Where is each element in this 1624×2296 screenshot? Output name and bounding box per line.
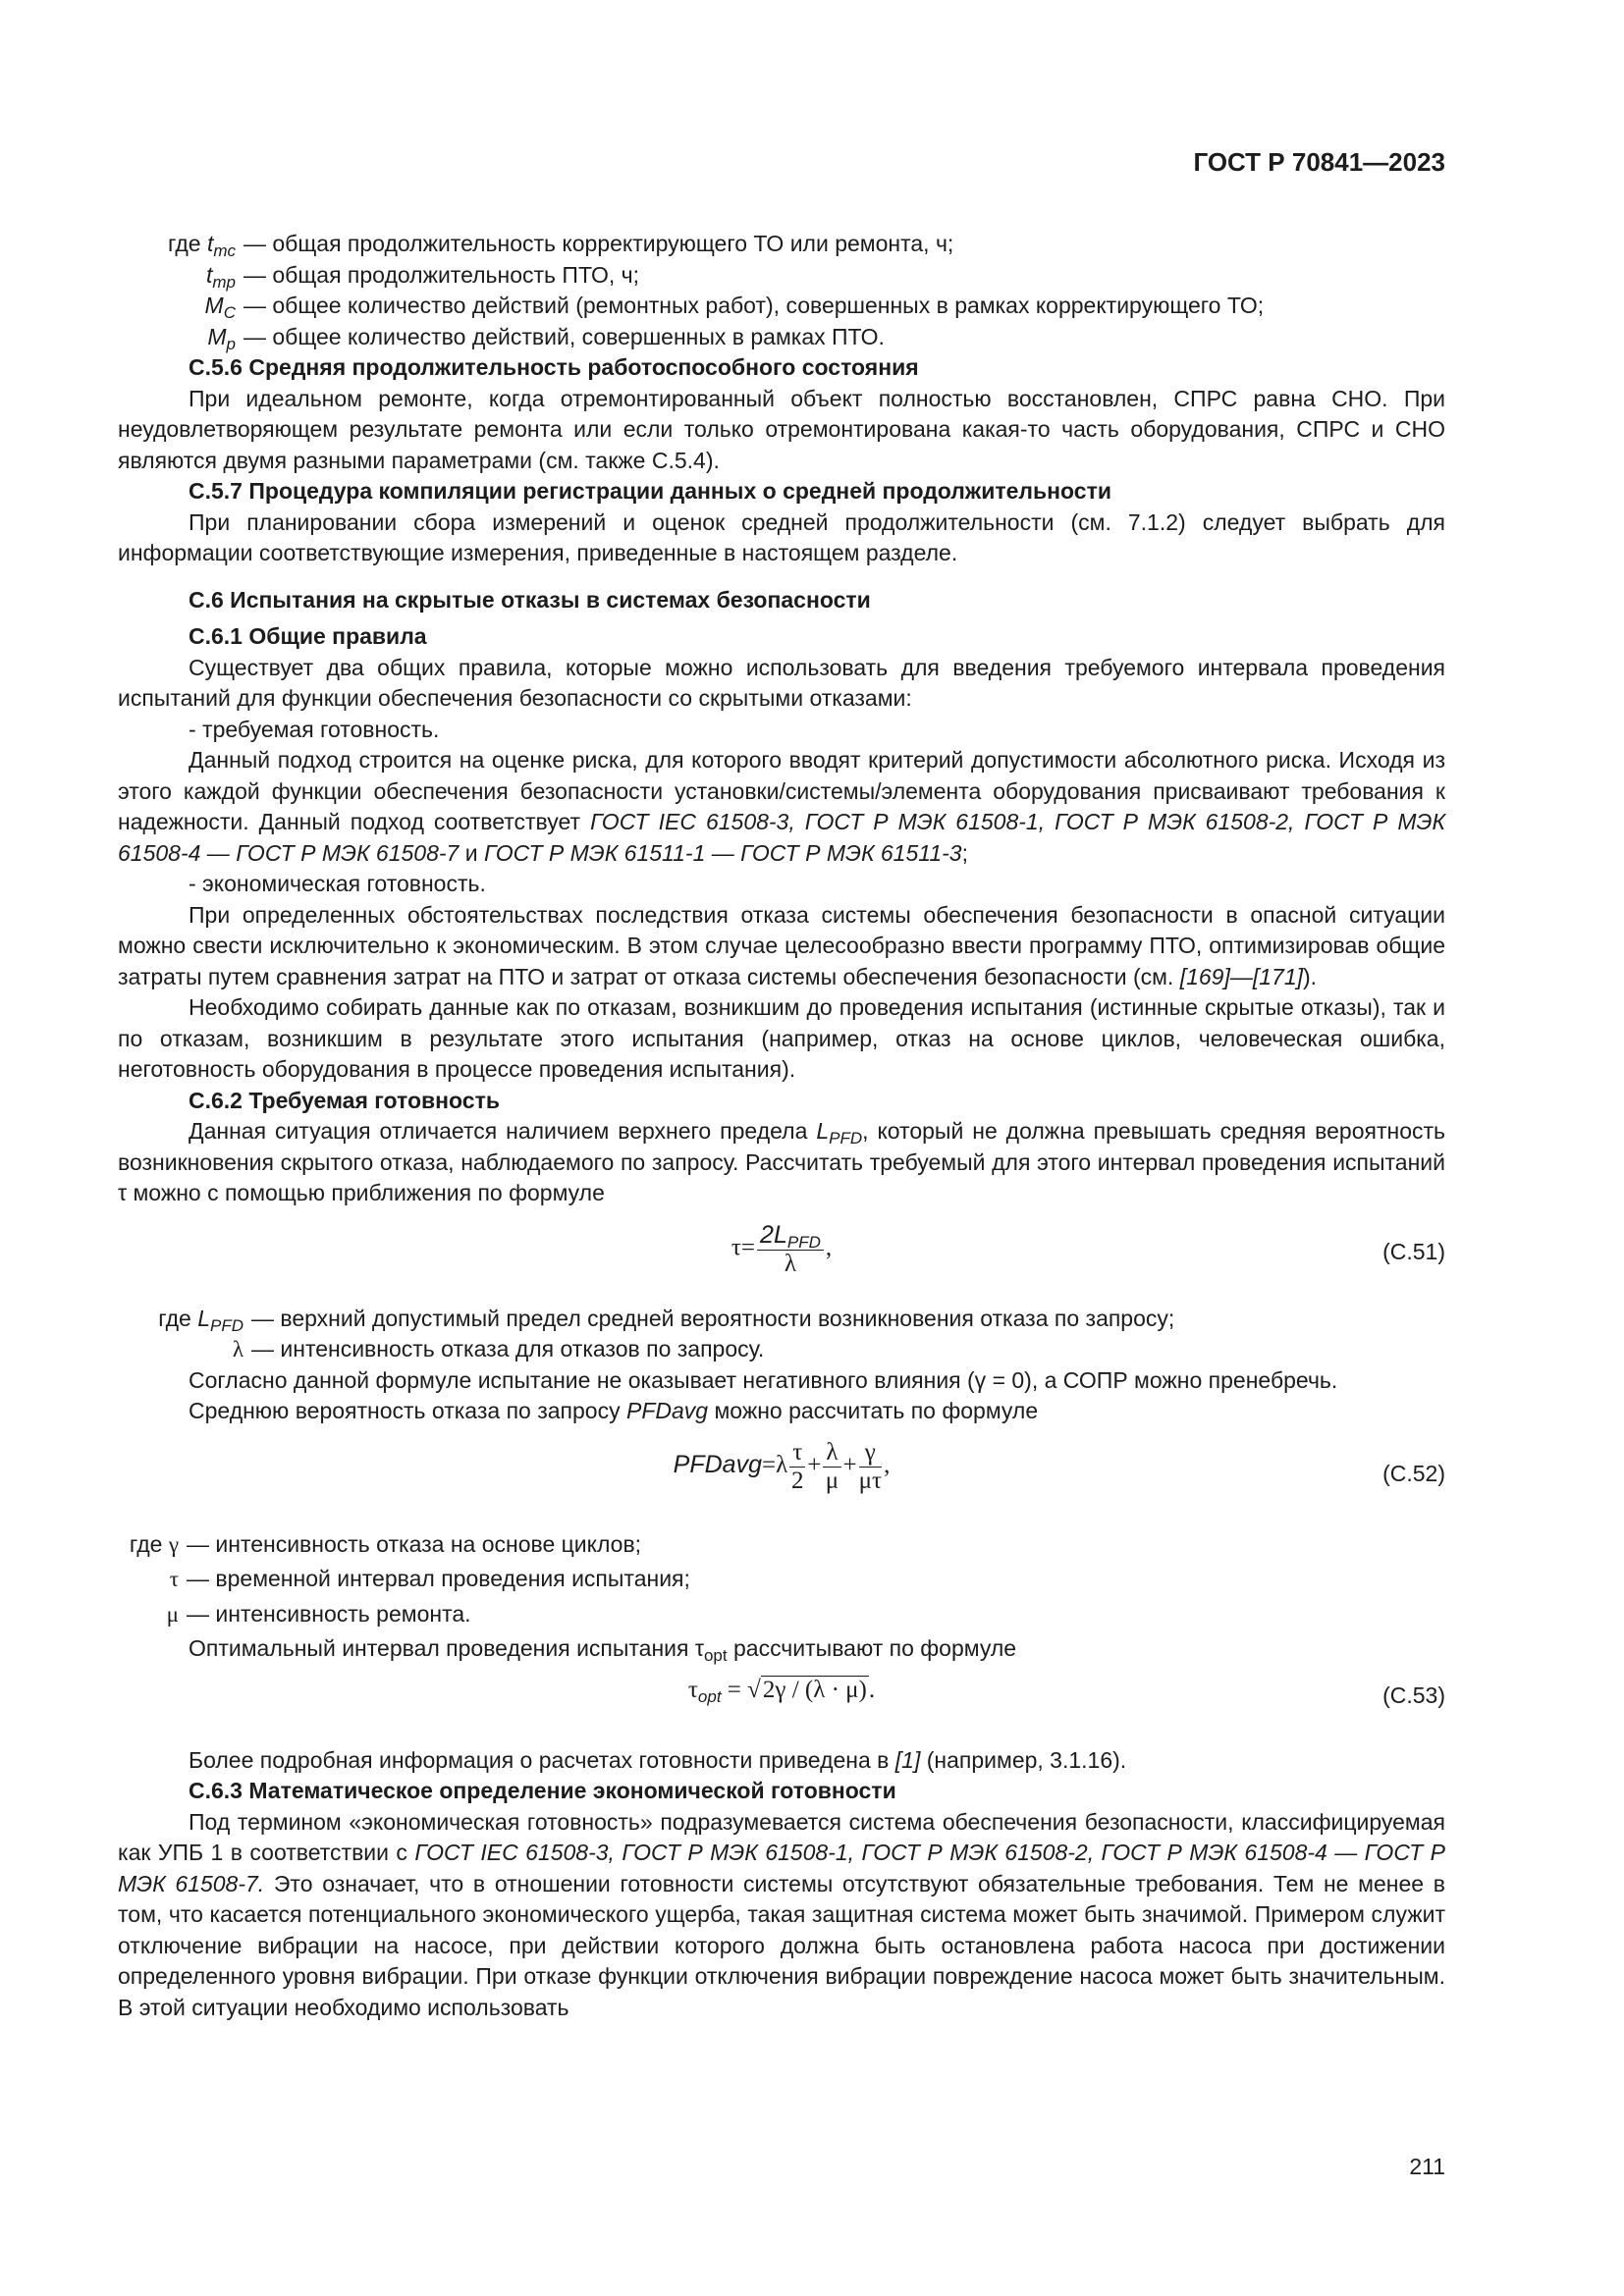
fraction bbox=[789, 1439, 805, 1495]
paragraph: При идеальном ремонте, когда отремонтированный объект полностью восстановлен, СПРС равна СНО. При неудовлетворяющем результате ремонта или если только отремонтирована какая-то часть оборудования, СПРС и СНО являются двумя разными параметрами (см. также С.5.4). bbox=[118, 385, 1445, 473]
paragraph bbox=[118, 1116, 1445, 1209]
fraction-numerator bbox=[757, 1221, 824, 1251]
list-item: - требуемая готовность. bbox=[189, 716, 440, 742]
paragraph bbox=[118, 1745, 1445, 1777]
fraction-numerator: τ bbox=[789, 1439, 805, 1468]
section-heading-c56: С.5.6 Средняя продолжительность работоспособного состояния bbox=[189, 354, 919, 380]
definition-symbol: λ bbox=[232, 1337, 244, 1362]
formula-op: + bbox=[842, 1451, 857, 1478]
formula-c51 bbox=[118, 1221, 1445, 1290]
text-run: Под термином «экономическая готовность» подразумевается система обеспечения безопасности, классифицируемая как УПБ 1 в соответствии с bbox=[118, 1808, 1445, 1865]
formula-number: (С.52) bbox=[1382, 1460, 1445, 1486]
definition-symbol: M bbox=[204, 293, 224, 318]
fraction bbox=[823, 1439, 840, 1495]
definition-text: — общая продолжительность корректирующего ТО или ремонта, ч; bbox=[244, 231, 954, 256]
numerator-subscript: PFD bbox=[786, 1232, 821, 1252]
formula-body bbox=[118, 1221, 1445, 1278]
formula-c52 bbox=[118, 1439, 1445, 1516]
definition-item bbox=[118, 1564, 1445, 1595]
standard-reference: ГОСТ IEC 61508-3, ГОСТ Р МЭК 61508-1, ГОСТ Р МЭК 61508-2, ГОСТ Р МЭК 61508-4 — ГОСТ Р МЭК 61508-7. bbox=[118, 1840, 1445, 1896]
formula-punct: , bbox=[884, 1451, 891, 1478]
numerator-text: 2L bbox=[760, 1220, 787, 1249]
section-heading-c62: С.6.2 Требуемая готовность bbox=[189, 1087, 501, 1113]
definition-lead: где bbox=[129, 1530, 169, 1557]
formula-number: (С.53) bbox=[1382, 1682, 1445, 1708]
bibliography-reference: [169]—[171] bbox=[1179, 963, 1304, 989]
symbol-subscript: opt bbox=[703, 1646, 728, 1665]
definition-subscript: mp bbox=[212, 272, 236, 292]
formula-number: (С.51) bbox=[1382, 1238, 1445, 1264]
definition-text: — общая продолжительность ПТО, ч; bbox=[244, 261, 640, 288]
definition-item bbox=[118, 291, 1445, 322]
paragraph: Необходимо собирать данные как по отказам, возникшим до проведения испытания (истинные скрытые отказы), так и по отказам, возникшим в результате этого испытания (например, отказ на основе циклов, человеческая ошибка, неготовность оборудования в процессе проведения испытания). bbox=[118, 994, 1445, 1082]
text-run: Оптимальный интервал проведения испытания τ bbox=[189, 1635, 704, 1661]
text-run: Это означает, что в отношении готовности системы отсутствуют обязательные требования. Тем не менее в том, что касается потенциального экономического ущерба, такая защитная система может быть значимой. Примером служит отключение вибрации на насосе, при действии которого должна быть остановлена работа насоса при достижении определенного уровня вибрации. При отказе функции отключения вибрации повреждение насоса может быть значительным. В этой ситуации необходимо использовать bbox=[118, 1870, 1445, 2020]
paragraph bbox=[118, 1807, 1445, 2024]
symbol-subscript: PFD bbox=[829, 1129, 863, 1148]
paragraph: При планировании сбора измерений и оценок средней продолжительности (см. 7.1.2) следует выбрать для информации соответствующие измерения, приведенные в настоящем разделе. bbox=[118, 508, 1445, 565]
text-run: ; bbox=[961, 839, 968, 866]
definition-item bbox=[118, 1304, 1445, 1335]
sqrt-radicand: 2γ / (λ · μ) bbox=[762, 1676, 867, 1703]
formula-op: =λ bbox=[761, 1451, 788, 1478]
definition-symbol: γ bbox=[168, 1531, 179, 1557]
page-content bbox=[118, 229, 1445, 2023]
paragraph: Согласно данной формуле испытание не оказывает негативного влияния (γ = 0), а СОПР можно пренебречь. bbox=[189, 1366, 1338, 1393]
formula-punct: . bbox=[868, 1676, 876, 1703]
section-heading-c57: С.5.7 Процедура компиляции регистрации данных о средней продолжительности bbox=[189, 478, 1111, 504]
fraction bbox=[757, 1221, 824, 1278]
fraction-denominator: μτ bbox=[858, 1467, 883, 1494]
definitions-list bbox=[118, 1529, 1445, 1630]
text-run: ). bbox=[1303, 963, 1318, 989]
symbol: PFDavg bbox=[625, 1398, 709, 1423]
definition-symbol: t bbox=[206, 231, 214, 256]
paragraph: Существует два общих правила, которые можно использовать для введения требуемого интервала проведения испытаний для функции обеспечения безопасности со скрытыми отказами: bbox=[118, 654, 1445, 711]
fraction-numerator: λ bbox=[823, 1439, 840, 1468]
definition-subscript: mc bbox=[213, 241, 236, 260]
fraction bbox=[859, 1439, 882, 1495]
definition-text: — общее количество действий, совершенных в рамках ПТО. bbox=[244, 323, 885, 349]
formula-lhs: τ= bbox=[731, 1234, 756, 1261]
fraction-denominator: 2 bbox=[790, 1467, 804, 1494]
formula-lhs-subscript: opt bbox=[697, 1686, 722, 1706]
definition-item bbox=[118, 260, 1445, 292]
definition-subscript: PFD bbox=[210, 1315, 244, 1335]
definition-text: — временной интервал проведения испытания; bbox=[187, 1566, 690, 1591]
standard-reference: ГОСТ Р МЭК 61511-1 — ГОСТ Р МЭК 61511-3 bbox=[483, 839, 962, 866]
definition-symbol: M bbox=[207, 323, 227, 349]
section-heading-c63: С.6.3 Математическое определение экономической готовности bbox=[189, 1778, 896, 1803]
definition-text: — общее количество действий (ремонтных работ), совершенных в рамках корректирующего ТО; bbox=[244, 293, 1265, 318]
formula-lhs: PFDavg bbox=[673, 1450, 762, 1478]
text-run: и bbox=[459, 839, 484, 866]
section-heading-c6: С.6 Испытания на скрытые отказы в системах безопасности bbox=[189, 586, 871, 613]
definition-text: — верхний допустимый предел средней вероятности возникновения отказа по запросу; bbox=[251, 1305, 1175, 1331]
definition-item bbox=[118, 1599, 1445, 1630]
paragraph bbox=[118, 1633, 1445, 1665]
page-number: 211 bbox=[1409, 2154, 1445, 2179]
paragraph bbox=[118, 900, 1445, 993]
formula-body bbox=[118, 1439, 1445, 1495]
text-run: , который не должна превышать средняя вероятность возникновения скрытого отказа, наблюдаемого по запросу. Рассчитать требуемый для этого интервал проведения испытаний τ можно с помощью приближения по формуле bbox=[118, 1118, 1446, 1205]
formula-c53 bbox=[118, 1675, 1445, 1732]
text-run: можно рассчитать по формуле bbox=[708, 1398, 1039, 1423]
standard-reference: ГОСТ IEC 61508-3, ГОСТ Р МЭК 61508-1, ГОСТ Р МЭК 61508-2, ГОСТ Р МЭК 61508-4 — ГОСТ Р МЭК 61508-7 bbox=[118, 809, 1445, 866]
definition-item bbox=[118, 322, 1445, 353]
definition-item bbox=[118, 1529, 1445, 1561]
fraction-numerator: γ bbox=[859, 1439, 882, 1468]
text-run: рассчитывают по формуле bbox=[727, 1635, 1017, 1661]
symbol: L bbox=[816, 1118, 830, 1144]
definition-lead: где bbox=[158, 1305, 198, 1331]
definition-lead: где bbox=[167, 231, 207, 256]
text-run: Среднюю вероятность отказа по запросу bbox=[189, 1398, 626, 1423]
section-heading-c61: С.6.1 Общие правила bbox=[189, 623, 427, 649]
definitions-list bbox=[118, 229, 1445, 352]
text-run: (например, 3.1.16). bbox=[920, 1746, 1127, 1773]
definition-item bbox=[118, 229, 1445, 260]
definition-symbol: τ bbox=[169, 1567, 179, 1591]
text-run: При определенных обстоятельствах последствия отказа системы обеспечения безопасности в опасной ситуации можно свести исключительно к экономическим. В этом случае целесообразно ввести программу ПТО, оптимизировав общие затраты путем сравнения затрат на ПТО и затрат от отказа системы обеспечения безопасности (см. bbox=[118, 901, 1445, 989]
definition-symbol: μ bbox=[166, 1601, 179, 1627]
text-run: Более подробная информация о расчетах готовности приведена в bbox=[189, 1746, 895, 1773]
paragraph bbox=[118, 745, 1445, 869]
paragraph bbox=[118, 1396, 1445, 1427]
text-run: Данный подход строится на оценке риска, для которого вводят критерий допустимости абсолютного риска. Исходя из этого каждой функции обеспечения безопасности установки/системы/элемента оборудования присваивают требования к надежности. Данный подход соответствует bbox=[118, 747, 1445, 834]
formula-op: + bbox=[807, 1451, 822, 1478]
definition-subscript: C bbox=[223, 303, 236, 322]
formula-body bbox=[118, 1675, 1445, 1706]
text-run: Данная ситуация отличается наличием верхнего предела bbox=[189, 1118, 817, 1144]
definition-symbol: t bbox=[205, 261, 213, 288]
list-item: - экономическая готовность. bbox=[189, 871, 486, 896]
definition-subscript: p bbox=[226, 334, 236, 353]
bibliography-reference: [1] bbox=[894, 1746, 921, 1773]
definition-item bbox=[118, 1334, 1445, 1365]
formula-op: = bbox=[721, 1676, 748, 1703]
definition-symbol: L bbox=[197, 1305, 210, 1331]
sqrt-icon: √ bbox=[747, 1676, 761, 1703]
fraction-denominator: μ bbox=[825, 1467, 839, 1494]
document-id-header: ГОСТ Р 70841—2023 bbox=[1193, 147, 1445, 177]
definition-text: — интенсивность ремонта. bbox=[187, 1600, 471, 1627]
formula-lhs: τ bbox=[687, 1676, 698, 1703]
fraction-denominator: λ bbox=[784, 1250, 797, 1277]
definitions-list bbox=[118, 1304, 1445, 1365]
definition-text: — интенсивность отказа на основе циклов; bbox=[187, 1530, 642, 1557]
formula-punct: , bbox=[825, 1234, 833, 1261]
definition-text: — интенсивность отказа для отказов по запросу. bbox=[251, 1336, 765, 1362]
